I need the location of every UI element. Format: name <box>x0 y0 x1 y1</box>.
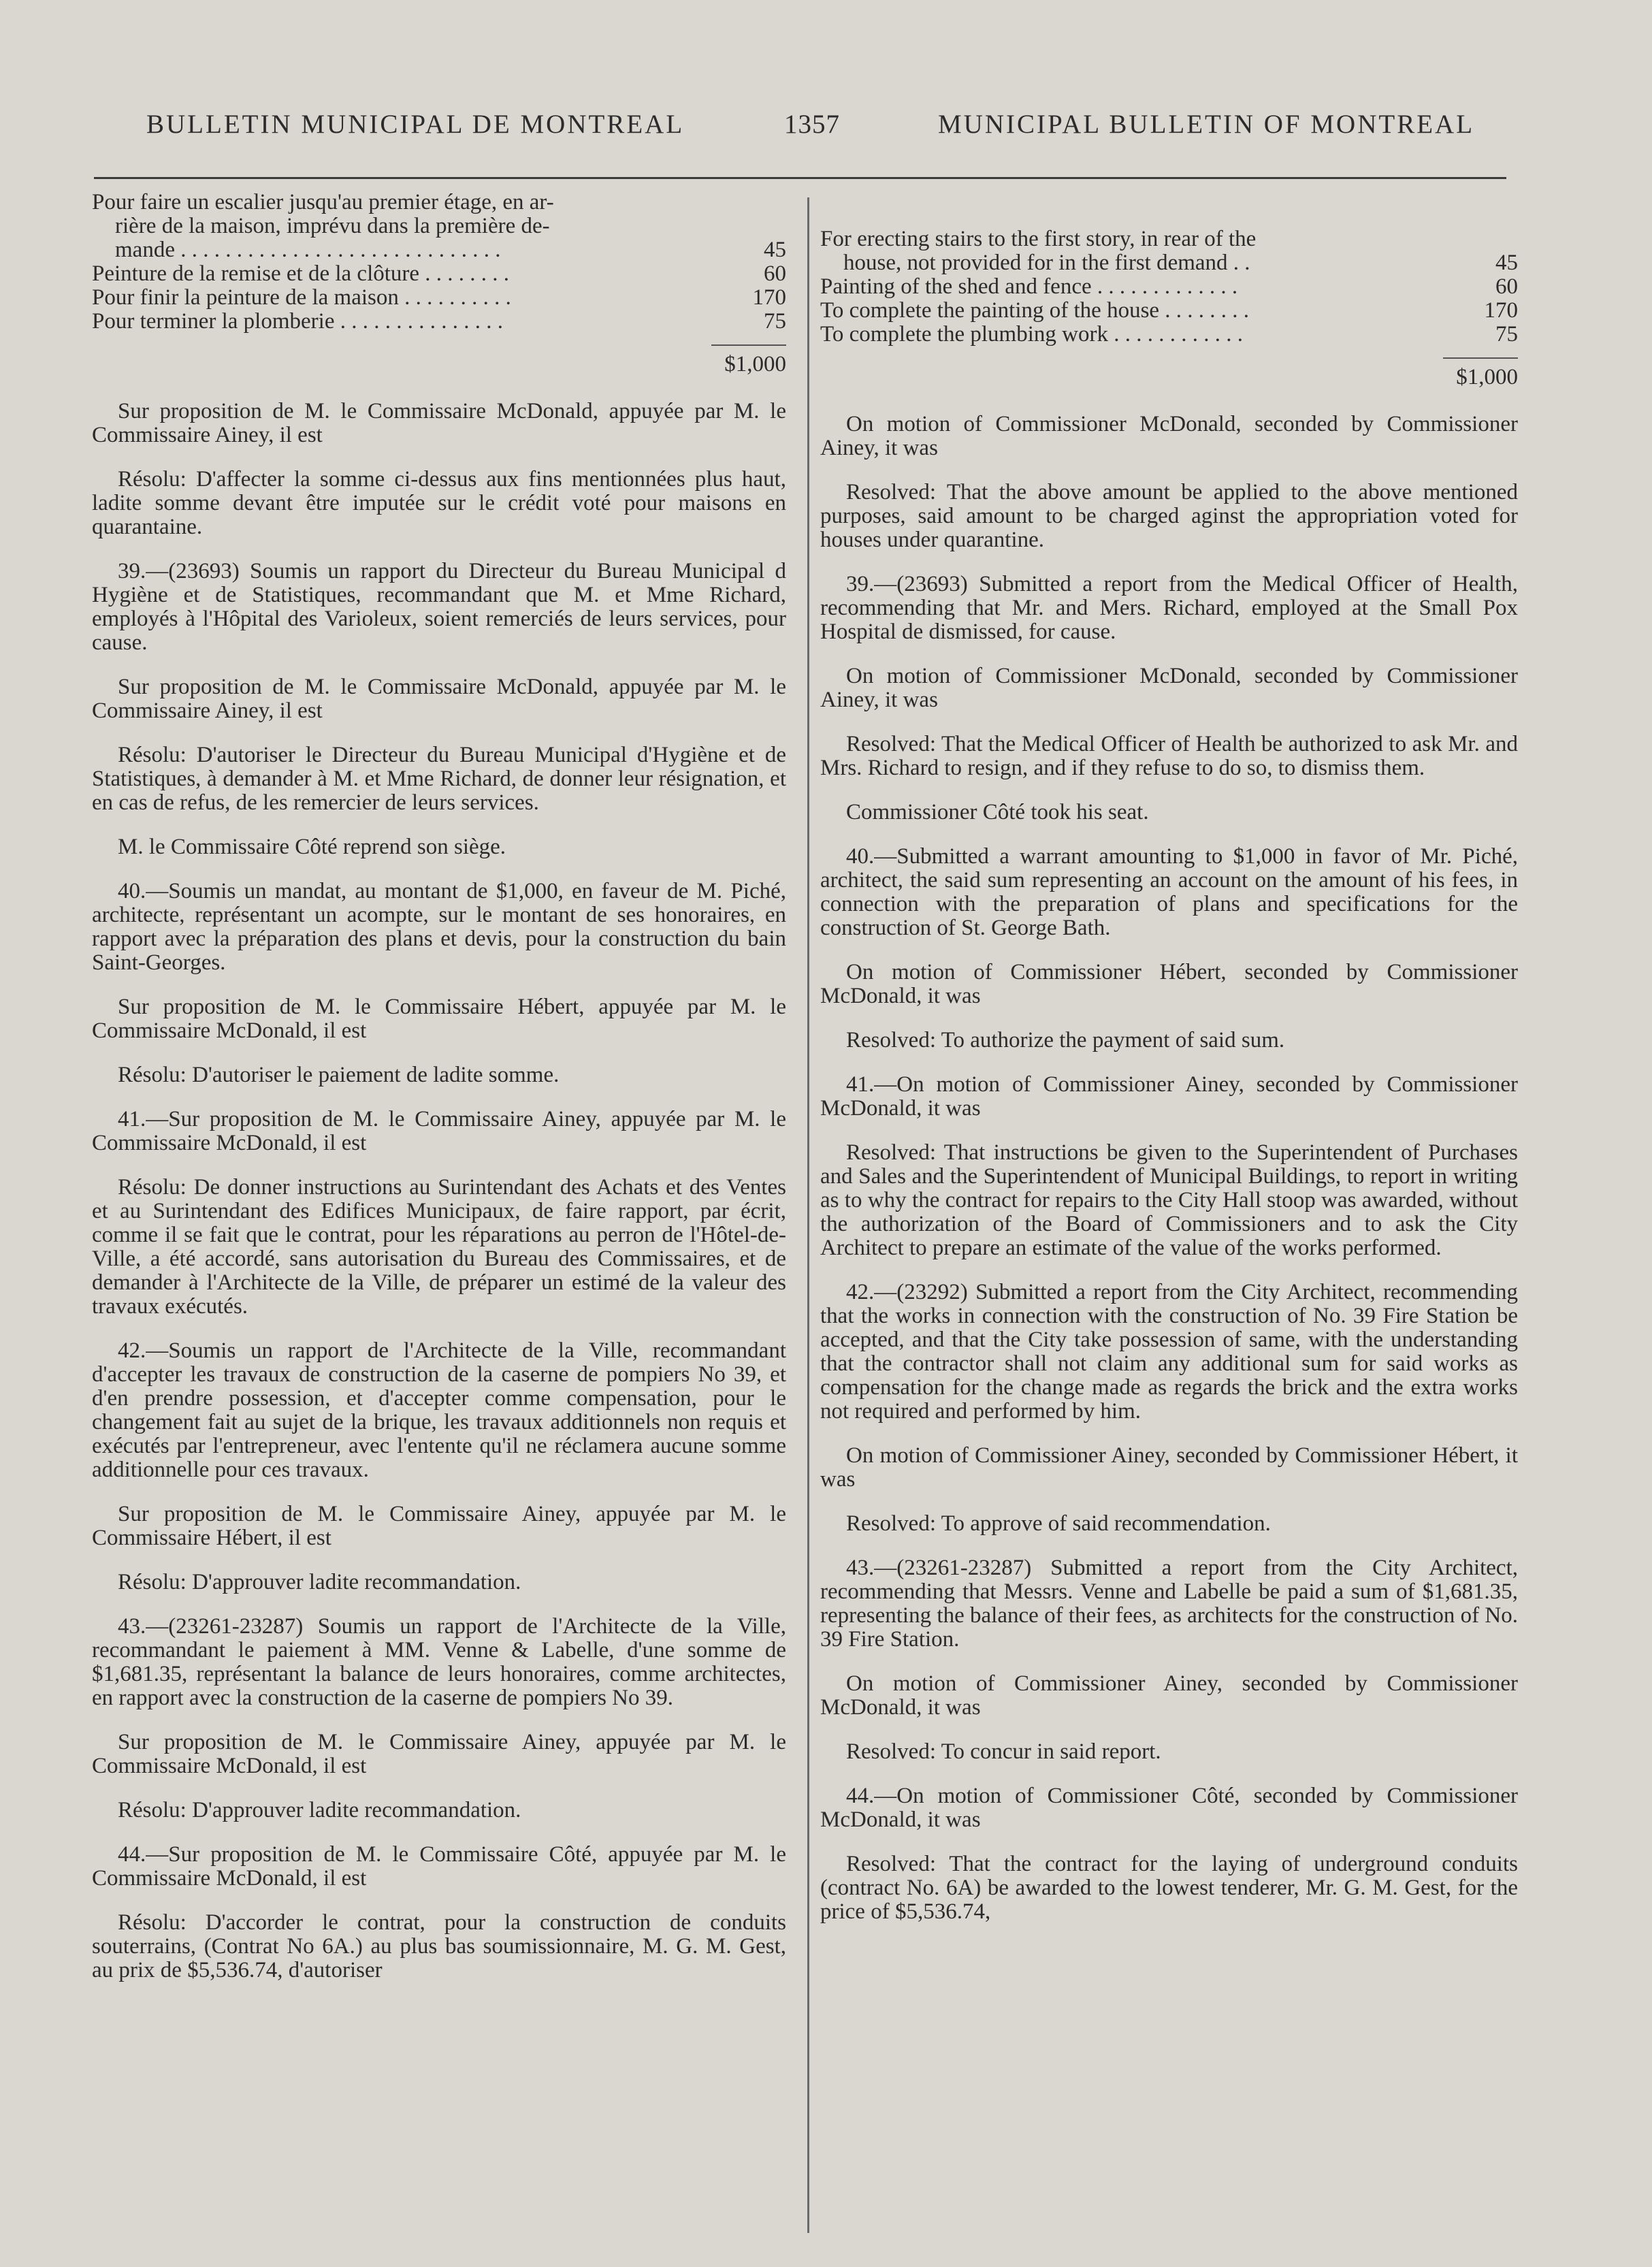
expense-line: For erecting stairs to the first story, in rear of the <box>820 227 1257 251</box>
paragraph: 39.—(23693) Submitted a report from the Medical Officer of Health, recommending that Mr. and Mers. Richard, employed at the Small Pox Hospital de dismissed, for cause. <box>820 572 1518 644</box>
paragraph: Resolved: That instructions be given to the Superintendent of Purchases and Sales and the Superintendent of Municipal Buildings, to report in writing as to why the contract for repairs to the City Hall stoop was awarded, without the authorization of the Board of Commissioners and to ask the City Architect to prepare an estimate of the value of the works performed. <box>820 1140 1518 1260</box>
paragraph: Resolved: That the Medical Officer of Health be authorized to ask Mr. and Mrs. Richard to resign, and if they refuse to do so, to dismiss them. <box>820 732 1518 780</box>
expense-line: Pour finir la peinture de la maison . . . . . . . . . . 170 <box>92 285 786 310</box>
paragraph: 44.—On motion of Commissioner Côté, seconded by Commissioner McDonald, it was <box>820 1784 1518 1832</box>
paragraph: 44.—Sur proposition de M. le Commissaire Côté, appuyée par M. le Commissaire McDonald, il est <box>92 1842 786 1891</box>
paragraph: 39.—(23693) Soumis un rapport du Directeur du Bureau Municipal d Hygiène et de Statistiques, recommandant que M. et Mme Richard, employés à l'Hôpital des Varioleux, soient remerciés de leurs services, pour cause. <box>92 559 786 655</box>
paragraph: 41.—On motion of Commissioner Ainey, seconded by Commissioner McDonald, it was <box>820 1072 1518 1121</box>
paragraph: Resolved: To concur in said report. <box>846 1739 1161 1764</box>
expense-list-en <box>820 227 1518 347</box>
expense-line: Peinture de la remise et de la clôture . . . . . . . . 60 <box>92 261 786 286</box>
paragraph: Résolu: D'autoriser le Directeur du Bureau Municipal d'Hygiène et de Statistiques, à demander à M. et Mme Richard, de donner leur résignation, et en cas de refus, de les remercier de leurs services. <box>92 743 786 815</box>
header-left-title: BULLETIN MUNICIPAL DE MONTREAL <box>146 110 685 139</box>
paragraph: 42.—Soumis un rapport de l'Architecte de la Ville, recommandant d'accepter les travaux de construction de la caserne de pompiers No 39, et d'en prendre possession, et d'accepter comme compensation, pour le changement fait au sujet de la brique, les travaux additionnels non requis et exécutés par l'entrepreneur, avec l'entente qu'il ne réclamera aucune somme additionnelle pour ces travaux. <box>92 1338 786 1482</box>
expense-line: mande . . . . . . . . . . . . . . . . . . . . . . . . . . . . . 45 <box>115 238 786 262</box>
paragraph: Resolved: That the above amount be applied to the above mentioned purposes, said amount to be charged aginst the appropriation voted for houses under quarantine. <box>820 480 1518 552</box>
expense-amount: 60 <box>764 261 786 286</box>
expense-total: $1,000 <box>1456 365 1518 389</box>
paragraph: Résolu: D'affecter la somme ci-dessus aux fins mentionnées plus haut, ladite somme devant être imputée sur le crédit voté pour maisons en quarantaine. <box>92 467 786 539</box>
paragraph: Sur proposition de M. le Commissaire Ainey, appuyée par M. le Commissaire Hébert, il est <box>92 1502 786 1550</box>
expense-amount: 45 <box>1495 251 1518 275</box>
paragraph: Résolu: D'approuver ladite recommandation. <box>118 1570 521 1594</box>
paragraph: Résolu: De donner instructions au Surintendant des Achats et des Ventes et au Surintendant des Edifices Municipaux, de faire rapport, par écrit, comme il se fait que le contrat, pour les réparations au perron de l'Hôtel-de-Ville, a été accordé, sans autorisation du Bureau des Commissaires, et de demander à l'Architecte de la Ville, de préparer un estimé de la valeur des travaux exécutés. <box>92 1175 786 1319</box>
paragraph: Resolved: To approve of said recommendation. <box>846 1511 1271 1536</box>
paragraph: Resolved: That the contract for the laying of underground conduits (contract No. 6A) be awarded to the lowest tenderer, Mr. G. M. Gest, for the price of $5,536.74, <box>820 1852 1518 1924</box>
expense-line: Pour terminer la plomberie . . . . . . . . . . . . . . . 75 <box>92 309 786 334</box>
paragraph: Résolu: D'approuver ladite recommandation. <box>118 1798 521 1822</box>
paragraph: Commissioner Côté took his seat. <box>846 800 1149 824</box>
expense-line: To complete the plumbing work . . . . . . . . . . . . 75 <box>820 322 1518 347</box>
expense-total: $1,000 <box>724 352 786 376</box>
total-rule <box>711 344 786 346</box>
page-number: 1357 <box>784 110 840 139</box>
header-right-title: MUNICIPAL BULLETIN OF MONTREAL <box>938 110 1475 139</box>
paragraph: On motion of Commissioner Ainey, seconded by Commissioner Hébert, it was <box>820 1443 1518 1492</box>
expense-amount: 170 <box>1484 298 1518 323</box>
english-column <box>820 191 1518 1944</box>
paragraph: 40.—Soumis un mandat, au montant de $1,000, en faveur de M. Piché, architecte, représentant un acompte, sur le montant de ses honoraires, en rapport avec la préparation des plans et devis, pour la construction du bain Saint-Georges. <box>92 879 786 975</box>
expense-amount: 75 <box>1495 322 1518 347</box>
expense-line: house, not provided for in the first demand . . 45 <box>843 251 1518 275</box>
expense-amount: 170 <box>752 285 786 310</box>
column-divider <box>807 197 809 2233</box>
paragraph: On motion of Commissioner McDonald, seconded by Commissioner Ainey, it was <box>820 412 1518 460</box>
expense-line: Painting of the shed and fence . . . . . . . . . . . . . 60 <box>820 274 1518 299</box>
total-rule <box>1443 357 1518 359</box>
paragraph: Sur proposition de M. le Commissaire McDonald, appuyée par M. le Commissaire Ainey, il est <box>92 675 786 723</box>
expense-amount: 45 <box>764 238 786 262</box>
paragraph: Sur proposition de M. le Commissaire McDonald, appuyée par M. le Commissaire Ainey, il est <box>92 399 786 447</box>
paragraph: 40.—Submitted a warrant amounting to $1,000 in favor of Mr. Piché, architect, the said sum representing an account on the amount of his fees, in connection with the preparation of plans and specifications for the construction of St. George Bath. <box>820 844 1518 940</box>
paragraph: On motion of Commissioner McDonald, seconded by Commissioner Ainey, it was <box>820 664 1518 712</box>
expense-amount: 75 <box>764 309 786 334</box>
paragraph: 42.—(23292) Submitted a report from the City Architect, recommending that the works in connection with the construction of No. 39 Fire Station be accepted, and that the City take possession of same, with the understanding that the contractor shall not claim any additional sum for said works as compensation for the change made as regards the brick and the extra works not required and performed by him. <box>820 1280 1518 1424</box>
paragraph: On motion of Commissioner Ainey, seconded by Commissioner McDonald, it was <box>820 1671 1518 1720</box>
expense-list-fr <box>92 191 786 334</box>
french-column <box>92 191 786 2003</box>
header-rule <box>94 177 1506 179</box>
paragraph: Resolved: To authorize the payment of said sum. <box>846 1028 1285 1052</box>
paragraph: Sur proposition de M. le Commissaire Hébert, appuyée par M. le Commissaire McDonald, il est <box>92 995 786 1043</box>
paragraph: 43.—(23261-23287) Soumis un rapport de l'Architecte de la Ville, recommandant le paiement à MM. Venne & Labelle, d'une somme de $1,681.35, représentant la balance de leurs honoraires, comme architectes, en rapport avec la construction de la caserne de pompiers No 39. <box>92 1614 786 1710</box>
paragraph: 43.—(23261-23287) Submitted a report from the City Architect, recommending that Messrs. Venne and Labelle be paid a sum of $1,681.35, representing the balance of their fees, as architects for the construction of No. 39 Fire Station. <box>820 1556 1518 1652</box>
expense-amount: 60 <box>1495 274 1518 299</box>
expense-line: rière de la maison, imprévu dans la première de- <box>115 214 550 238</box>
paragraph: Résolu: D'autoriser le paiement de ladite somme. <box>118 1063 560 1087</box>
expense-line: Pour faire un escalier jusqu'au premier étage, en ar- <box>92 191 554 214</box>
paragraph: 41.—Sur proposition de M. le Commissaire Ainey, appuyée par M. le Commissaire McDonald, il est <box>92 1107 786 1155</box>
paragraph: Résolu: D'accorder le contrat, pour la construction de conduits souterrains, (Contrat No 6A.) au plus bas soumissionnaire, M. G. M. Gest, au prix de $5,536.74, d'autoriser <box>92 1910 786 1982</box>
expense-line: To complete the painting of the house . . . . . . . . 170 <box>820 298 1518 323</box>
paragraph: On motion of Commissioner Hébert, seconded by Commissioner McDonald, it was <box>820 960 1518 1008</box>
paragraph: Sur proposition de M. le Commissaire Ainey, appuyée par M. le Commissaire McDonald, il est <box>92 1730 786 1778</box>
paragraph: M. le Commissaire Côté reprend son siège. <box>118 835 506 859</box>
